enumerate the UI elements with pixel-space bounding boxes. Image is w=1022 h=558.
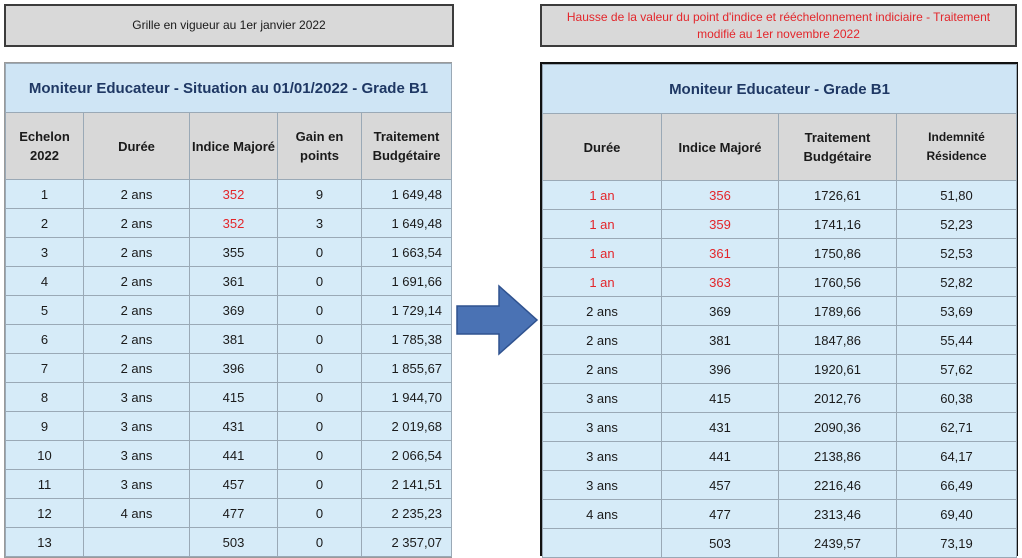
traitement-cell: 2216,46 (779, 471, 897, 500)
table-row (6, 180, 452, 209)
gain-cell: 0 (278, 383, 362, 412)
indice-cell: 441 (190, 441, 278, 470)
indice-cell: 396 (662, 355, 779, 384)
traitement-cell: 1 785,38 (362, 325, 452, 354)
table-row (6, 238, 452, 267)
traitement-cell: 1789,66 (779, 297, 897, 326)
table-row (543, 210, 1017, 239)
indice-cell: 356 (662, 181, 779, 210)
gain-cell: 0 (278, 267, 362, 296)
duree-cell: 2 ans (84, 267, 190, 296)
traitement-cell: 1726,61 (779, 181, 897, 210)
table-row (543, 500, 1017, 529)
table-row (6, 325, 452, 354)
table-row (543, 384, 1017, 413)
indemnite-cell: 52,82 (897, 268, 1017, 297)
duree-cell: 1 an (543, 181, 662, 210)
right-banner-text: Hausse de la valeur du point d'indice et rééchelonnement indiciaire - Traitement modifié au 1er novembre 2022 (566, 9, 991, 41)
table-row (6, 441, 452, 470)
table-row (6, 383, 452, 412)
table-row (543, 239, 1017, 268)
indice-cell: 431 (662, 413, 779, 442)
traitement-cell: 2 141,51 (362, 470, 452, 499)
left-table-title: Moniteur Educateur - Situation au 01/01/2022 - Grade B1 (6, 64, 452, 113)
table-row (543, 181, 1017, 210)
right-banner (540, 4, 1017, 47)
left-panel (4, 62, 452, 558)
right-arrow-icon (455, 284, 539, 356)
duree-cell: 4 ans (84, 499, 190, 528)
duree-cell: 2 ans (84, 325, 190, 354)
indice-cell: 369 (662, 297, 779, 326)
gain-cell: 0 (278, 238, 362, 267)
echelon-cell: 5 (6, 296, 84, 325)
table-row (6, 296, 452, 325)
duree-cell: 3 ans (543, 442, 662, 471)
indemnite-cell: 62,71 (897, 413, 1017, 442)
indice-cell: 363 (662, 268, 779, 297)
left-header-traitement: Traitement Budgétaire (362, 113, 452, 180)
duree-cell: 3 ans (84, 383, 190, 412)
table-row (543, 268, 1017, 297)
indemnite-cell: 52,53 (897, 239, 1017, 268)
indemnite-cell: 64,17 (897, 442, 1017, 471)
table-row (6, 209, 452, 238)
indemnite-cell: 55,44 (897, 326, 1017, 355)
echelon-cell: 13 (6, 528, 84, 557)
table-row (6, 412, 452, 441)
echelon-cell: 12 (6, 499, 84, 528)
right-table-title: Moniteur Educateur - Grade B1 (543, 65, 1017, 114)
indice-cell: 361 (190, 267, 278, 296)
traitement-cell: 1920,61 (779, 355, 897, 384)
duree-cell: 4 ans (543, 500, 662, 529)
right-header-indemnite: Indemnité Résidence (897, 114, 1017, 181)
indice-cell: 361 (662, 239, 779, 268)
indice-cell: 381 (662, 326, 779, 355)
table-row (543, 326, 1017, 355)
left-header-duree: Durée (84, 113, 190, 180)
duree-cell: 3 ans (543, 384, 662, 413)
table-row (6, 528, 452, 557)
indice-cell: 355 (190, 238, 278, 267)
traitement-cell: 1 649,48 (362, 180, 452, 209)
left-banner (4, 4, 454, 47)
right-panel (540, 62, 1018, 556)
duree-cell: 3 ans (84, 441, 190, 470)
duree-cell: 1 an (543, 268, 662, 297)
traitement-cell: 1760,56 (779, 268, 897, 297)
duree-cell: 2 ans (543, 297, 662, 326)
table-row (543, 355, 1017, 384)
echelon-cell: 10 (6, 441, 84, 470)
table-row (6, 354, 452, 383)
indemnite-cell: 51,80 (897, 181, 1017, 210)
right-header-duree: Durée (543, 114, 662, 181)
duree-cell: 2 ans (543, 326, 662, 355)
table-row (543, 442, 1017, 471)
traitement-cell: 2090,36 (779, 413, 897, 442)
table-row (6, 470, 452, 499)
duree-cell (84, 528, 190, 557)
table-row (543, 413, 1017, 442)
traitement-cell: 1 691,66 (362, 267, 452, 296)
echelon-cell: 1 (6, 180, 84, 209)
traitement-cell: 1750,86 (779, 239, 897, 268)
indice-cell: 396 (190, 354, 278, 383)
duree-cell: 1 an (543, 239, 662, 268)
echelon-cell: 6 (6, 325, 84, 354)
gain-cell: 3 (278, 209, 362, 238)
echelon-cell: 4 (6, 267, 84, 296)
indice-cell: 359 (662, 210, 779, 239)
duree-cell: 2 ans (84, 209, 190, 238)
indemnite-cell: 53,69 (897, 297, 1017, 326)
indice-cell: 503 (190, 528, 278, 557)
duree-cell: 1 an (543, 210, 662, 239)
gain-cell: 0 (278, 470, 362, 499)
table-row (543, 529, 1017, 558)
traitement-cell: 1847,86 (779, 326, 897, 355)
indice-cell: 457 (190, 470, 278, 499)
right-header-indice: Indice Majoré (662, 114, 779, 181)
echelon-cell: 8 (6, 383, 84, 412)
duree-cell: 3 ans (543, 413, 662, 442)
duree-cell: 2 ans (543, 355, 662, 384)
duree-cell: 2 ans (84, 180, 190, 209)
left-header-indice: Indice Majoré (190, 113, 278, 180)
indemnite-cell: 60,38 (897, 384, 1017, 413)
echelon-cell: 7 (6, 354, 84, 383)
indemnite-cell: 57,62 (897, 355, 1017, 384)
duree-cell: 2 ans (84, 238, 190, 267)
indice-cell: 431 (190, 412, 278, 441)
indemnite-cell: 73,19 (897, 529, 1017, 558)
traitement-cell: 1 944,70 (362, 383, 452, 412)
indice-cell: 352 (190, 209, 278, 238)
duree-cell: 3 ans (543, 471, 662, 500)
table-row (6, 499, 452, 528)
gain-cell: 0 (278, 296, 362, 325)
traitement-cell: 2313,46 (779, 500, 897, 529)
duree-cell: 3 ans (84, 412, 190, 441)
traitement-cell: 1 729,14 (362, 296, 452, 325)
left-header-echelon: Echelon 2022 (6, 113, 84, 180)
gain-cell: 0 (278, 412, 362, 441)
gain-cell: 0 (278, 441, 362, 470)
echelon-cell: 2 (6, 209, 84, 238)
traitement-cell: 1 649,48 (362, 209, 452, 238)
gain-cell: 0 (278, 528, 362, 557)
indice-cell: 441 (662, 442, 779, 471)
indice-cell: 477 (190, 499, 278, 528)
duree-cell (543, 529, 662, 558)
traitement-cell: 2 019,68 (362, 412, 452, 441)
table-row (543, 471, 1017, 500)
left-table (5, 63, 452, 557)
gain-cell: 0 (278, 499, 362, 528)
traitement-cell: 2 235,23 (362, 499, 452, 528)
traitement-cell: 2439,57 (779, 529, 897, 558)
gain-cell: 9 (278, 180, 362, 209)
right-table (542, 64, 1017, 558)
echelon-cell: 11 (6, 470, 84, 499)
left-banner-text: Grille en vigueur au 1er janvier 2022 (132, 18, 326, 32)
table-row (543, 297, 1017, 326)
indice-cell: 369 (190, 296, 278, 325)
indice-cell: 503 (662, 529, 779, 558)
right-header-traitement: Traitement Budgétaire (779, 114, 897, 181)
traitement-cell: 1 855,67 (362, 354, 452, 383)
traitement-cell: 1 663,54 (362, 238, 452, 267)
echelon-cell: 3 (6, 238, 84, 267)
indemnite-cell: 66,49 (897, 471, 1017, 500)
indice-cell: 415 (190, 383, 278, 412)
indice-cell: 352 (190, 180, 278, 209)
duree-cell: 3 ans (84, 470, 190, 499)
indice-cell: 457 (662, 471, 779, 500)
table-row (6, 267, 452, 296)
traitement-cell: 2138,86 (779, 442, 897, 471)
traitement-cell: 2 066,54 (362, 441, 452, 470)
indice-cell: 477 (662, 500, 779, 529)
duree-cell: 2 ans (84, 354, 190, 383)
indice-cell: 415 (662, 384, 779, 413)
indemnite-cell: 69,40 (897, 500, 1017, 529)
duree-cell: 2 ans (84, 296, 190, 325)
echelon-cell: 9 (6, 412, 84, 441)
indemnite-cell: 52,23 (897, 210, 1017, 239)
traitement-cell: 2012,76 (779, 384, 897, 413)
left-header-gain: Gain en points (278, 113, 362, 180)
traitement-cell: 2 357,07 (362, 528, 452, 557)
traitement-cell: 1741,16 (779, 210, 897, 239)
indice-cell: 381 (190, 325, 278, 354)
gain-cell: 0 (278, 325, 362, 354)
gain-cell: 0 (278, 354, 362, 383)
